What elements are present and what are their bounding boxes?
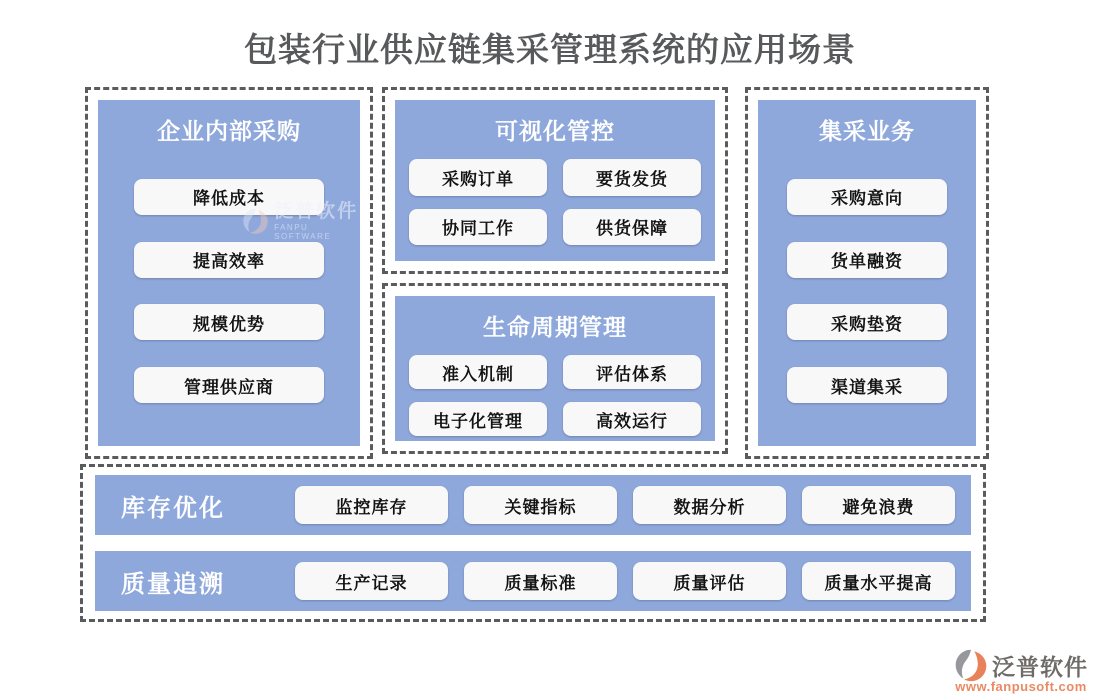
item-quality-standards: 质量标准 (464, 562, 617, 600)
watermark-subtitle: FANPU SOFTWARE (274, 222, 332, 241)
fanpu-logo-url: www.fanpusoft.com (955, 679, 1087, 694)
row-label-quality: 质量追溯 (121, 570, 225, 598)
section-bottom (80, 464, 986, 622)
panel-header-internal: 企业内部采购 (157, 118, 301, 144)
item-improve-efficiency: 提高效率 (134, 242, 324, 278)
panel-header-lifecycle: 生命周期管理 (483, 314, 627, 340)
item-purchase-intention: 采购意向 (787, 179, 947, 215)
section-internal-procurement (85, 87, 373, 459)
fanpu-logo-name: 泛普软件 (992, 653, 1088, 680)
fanpu-swoosh-icon (954, 648, 988, 682)
item-evaluation-system: 评估体系 (563, 355, 701, 389)
panel-lifecycle (395, 296, 715, 441)
item-purchase-order: 采购订单 (409, 159, 547, 196)
item-quality-evaluation: 质量评估 (633, 562, 786, 600)
item-invoice-financing: 货单融资 (787, 242, 947, 278)
item-key-indicators: 关键指标 (464, 486, 617, 524)
item-purchase-advance: 采购垫资 (787, 304, 947, 340)
item-data-analysis: 数据分析 (633, 486, 786, 524)
section-lifecycle-management (382, 283, 728, 454)
item-monitor-inventory: 监控库存 (295, 486, 448, 524)
internal-items (98, 146, 360, 446)
panel-header-procure: 集采业务 (819, 118, 915, 144)
item-production-records: 生产记录 (295, 562, 448, 600)
diagram-title: 包装行业供应链集采管理系统的应用场景 (244, 31, 856, 68)
panel-visual (395, 100, 715, 261)
item-avoid-waste: 避免浪费 (802, 486, 955, 524)
panel-internal (98, 100, 360, 446)
item-reduce-cost: 降低成本 (134, 179, 324, 215)
section-centralized-procurement (745, 87, 989, 459)
item-channel-procurement: 渠道集采 (787, 367, 947, 403)
item-supply-guarantee: 供货保障 (563, 209, 701, 246)
item-collaboration: 协同工作 (409, 209, 547, 246)
row-quality-traceability (95, 551, 971, 611)
row-inventory-optimization (95, 475, 971, 535)
item-access-mechanism: 准入机制 (409, 355, 547, 389)
item-manage-suppliers: 管理供应商 (134, 367, 324, 403)
item-quality-improvement: 质量水平提高 (802, 562, 955, 600)
fanpu-logo-row (954, 648, 1088, 682)
watermark-name: 泛普软件 (274, 201, 359, 222)
bottom-rows (83, 467, 983, 619)
section-visual-control (382, 87, 728, 274)
item-request-delivery: 要货发货 (563, 159, 701, 196)
fanpu-brand-logo (954, 648, 1088, 694)
visual-items (395, 146, 715, 261)
procure-items (758, 146, 976, 446)
row-label-inventory: 库存优化 (121, 494, 225, 522)
item-scale-advantage: 规模优势 (134, 304, 324, 340)
lifecycle-items (395, 342, 715, 452)
panel-procure (758, 100, 976, 446)
item-efficient-operation: 高效运行 (563, 402, 701, 436)
panel-header-visual: 可视化管控 (495, 118, 615, 144)
item-electronic-management: 电子化管理 (409, 402, 547, 436)
